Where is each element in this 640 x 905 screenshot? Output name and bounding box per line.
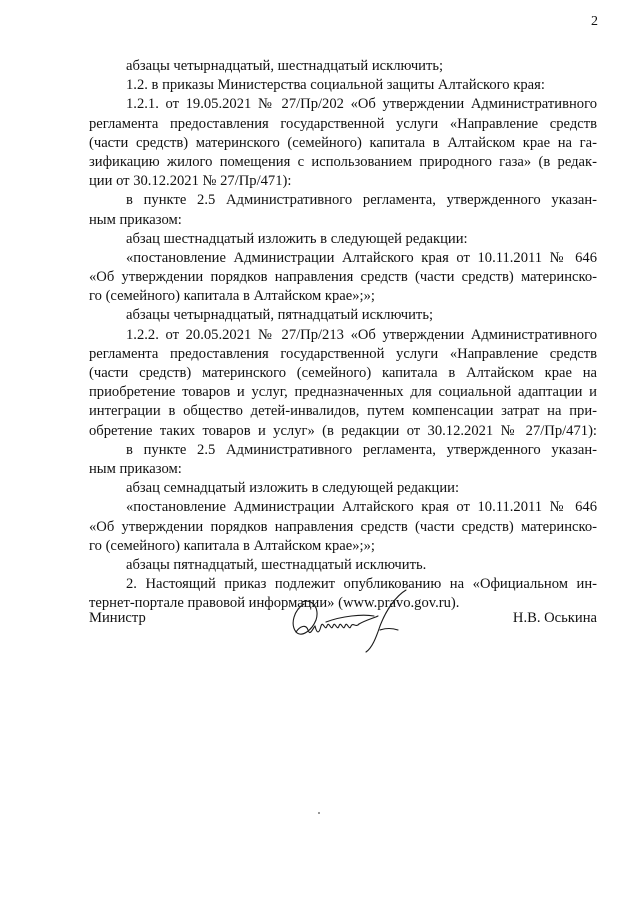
body-line: приобретение товаров и услуг, предназначенных для социальной адаптации и [89, 384, 597, 401]
body-line: (части средств) материнского (семейного) капитала в Алтайском крае на га- [89, 134, 597, 151]
body-line: тернет-портале правовой информации» (www.pravo.gov.ru). [89, 595, 460, 612]
body-line: ным приказом: [89, 460, 182, 477]
body-line: 2. Настоящий приказ подлежит опубликованию на «Официальном ин- [126, 576, 597, 593]
signatory-title: Министр [89, 610, 146, 626]
body-line: интеграции в общество детей-инвалидов, путем компенсации затрат на при- [89, 403, 597, 420]
body-line: регламента предоставления государственной услуги «Направление средств [89, 115, 597, 132]
body-line: «постановление Администрации Алтайского края от 10.11.2011 № 646 [126, 249, 597, 266]
body-line: ным приказом: [89, 211, 182, 228]
body-line: абзацы четырнадцатый, пятнадцатый исключить; [126, 307, 434, 324]
signature-block [89, 586, 597, 666]
handwritten-signature [282, 586, 412, 656]
body-line: зификацию жилого помещения с использованием природного газа» (в редак- [89, 153, 597, 170]
body-line: го (семейного) капитала в Алтайском крае»;»; [89, 288, 375, 305]
body-line: ции от 30.12.2021 № 27/Пр/471): [89, 173, 292, 190]
signatory-name: Н.В. Оськина [512, 610, 597, 626]
body-line: «постановление Администрации Алтайского края от 10.11.2011 № 646 [126, 499, 597, 516]
body-line: абзацы пятнадцатый, шестнадцатый исключить. [126, 556, 427, 573]
body-line: абзацы четырнадцатый, шестнадцатый исключить; [126, 58, 444, 74]
body-line: 1.2. в приказы Министерства социальной защиты Алтайского края: [126, 77, 545, 94]
body-line: (части средств) материнского (семейного) капитала в Алтайском крае на [89, 365, 597, 381]
body-line: регламента предоставления государственной услуги «Направление средств [89, 345, 597, 362]
body-line: в пункте 2.5 Административного регламента, утвержденного указан- [126, 441, 597, 458]
body-line: 1.2.1. от 19.05.2021 № 27/Пр/202 «Об утверждении Административного [126, 96, 597, 113]
body-line: обретение таких товаров и услуг» (в редакции от 30.12.2021 № 27/Пр/471): [89, 422, 597, 439]
body-line: «Об утверждении порядков направления средств (части средств) материнско- [89, 269, 597, 286]
page-number: 2 [591, 14, 598, 29]
body-line: абзац шестнадцатый изложить в следующей редакции: [126, 230, 468, 247]
body-line: «Об утверждении порядков направления средств (части средств) материнско- [89, 518, 597, 535]
document-body [89, 57, 597, 613]
body-line: абзац семнадцатый изложить в следующей редакции: [126, 480, 460, 497]
body-line: го (семейного) капитала в Алтайском крае»;»; [89, 537, 375, 554]
body-line: 1.2.2. от 20.05.2021 № 27/Пр/213 «Об утверждении Административного [126, 326, 597, 343]
body-line: в пункте 2.5 Административного регламента, утвержденного указан- [126, 192, 597, 209]
scan-speck [318, 812, 320, 814]
